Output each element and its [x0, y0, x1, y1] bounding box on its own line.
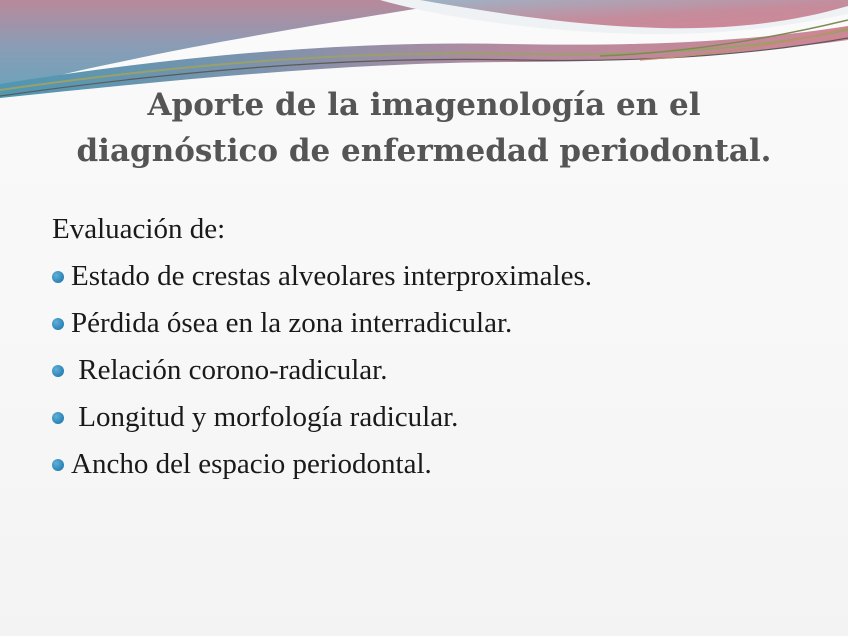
title-line-1: Aporte de la imagenología en el [147, 87, 701, 123]
list-item-text: Ancho del espacio periodontal. [71, 448, 432, 480]
list-item [52, 253, 832, 300]
bullet-icon [52, 412, 64, 424]
list-item [52, 394, 832, 441]
bullet-list [52, 253, 832, 488]
intro-text: Evaluación de: [52, 213, 226, 245]
list-item-text: Relación corono-radicular. [71, 354, 388, 386]
slide-title [0, 82, 848, 174]
slide-body [52, 206, 832, 488]
list-item-text: Longitud y morfología radicular. [71, 401, 459, 433]
bullet-icon [52, 459, 64, 471]
bullet-icon [52, 318, 64, 330]
list-item [52, 300, 832, 347]
bullet-icon [52, 365, 64, 377]
title-line-2: diagnóstico de enfermedad periodontal. [76, 133, 772, 169]
list-item-text: Pérdida ósea en la zona interradicular. [71, 307, 513, 339]
bullet-icon [52, 271, 64, 283]
list-item-text: Estado de crestas alveolares interproximales. [71, 260, 592, 292]
list-item [52, 347, 832, 394]
list-item [52, 441, 832, 488]
